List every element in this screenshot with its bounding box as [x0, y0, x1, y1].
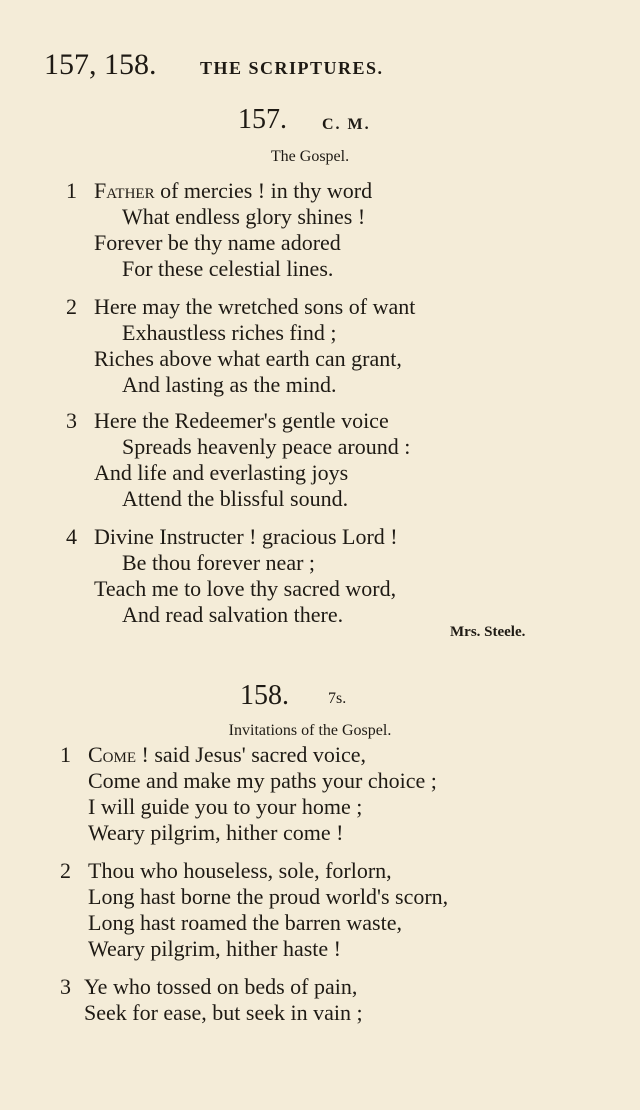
verse-line: Riches above what earth can grant,: [94, 346, 402, 371]
verse-number: 1: [60, 742, 71, 767]
verse-line: Be thou forever near ;: [122, 550, 316, 575]
verse-line: Weary pilgrim, hither haste !: [88, 936, 341, 961]
hymn-meter: C. M.: [322, 116, 371, 133]
verse-line: I will guide you to your home ;: [88, 794, 363, 819]
verse-line: Attend the blissful sound.: [122, 486, 349, 511]
verse-line: And life and everlasting joys: [94, 460, 349, 485]
verse-line: [94, 178, 372, 204]
verse-line: What endless glory shines !: [122, 204, 366, 229]
hymn-number: 158.: [240, 680, 289, 711]
verse-number: 2: [60, 858, 71, 883]
verse-line: Here may the wretched sons of want: [94, 294, 416, 319]
running-title: THE SCRIPTURES.: [200, 58, 384, 78]
verse-line: Spreads heavenly peace around :: [122, 434, 411, 459]
verse-number: 3: [60, 974, 71, 999]
verse-line: Weary pilgrim, hither come !: [88, 820, 344, 845]
verse-line-rest: ! said Jesus' sacred voice,: [136, 742, 367, 767]
verse-line: And read salvation there.: [122, 602, 344, 627]
verse-line: Come and make my paths your choice ;: [88, 768, 437, 793]
hymn-author: Mrs. Steele.: [450, 624, 526, 640]
verse-line: Ye who tossed on beds of pain,: [84, 974, 358, 999]
verse-line: Here the Redeemer's gentle voice: [94, 408, 389, 433]
page-numbers: 157, 158.: [44, 48, 157, 81]
verse-line: Divine Instructer ! gracious Lord !: [94, 524, 398, 549]
verse-initial-word: Come: [88, 742, 137, 767]
hymn-meter: 7s.: [328, 690, 347, 707]
verse-line: And lasting as the mind.: [122, 372, 337, 397]
verse-number: 1: [66, 178, 77, 203]
hymn-number: 157.: [238, 104, 287, 135]
verse-number: 3: [66, 408, 77, 433]
verse-number: 2: [66, 294, 77, 319]
verse-line: Long hast roamed the barren waste,: [88, 910, 402, 935]
verse-line: Teach me to love thy sacred word,: [94, 576, 397, 601]
hymn-subtitle: Invitations of the Gospel.: [228, 722, 392, 739]
verse-line: For these celestial lines.: [122, 256, 334, 281]
verse-line: Seek for ease, but seek in vain ;: [84, 1000, 363, 1025]
verse-line: Exhaustless riches find ;: [122, 320, 337, 345]
verse-line: [88, 742, 366, 768]
hymn-subtitle: The Gospel.: [270, 148, 350, 165]
verse-line-rest: of mercies ! in thy word: [154, 178, 373, 203]
verse-number: 4: [66, 524, 77, 549]
verse-line: Thou who houseless, sole, forlorn,: [88, 858, 392, 883]
verse-line: Forever be thy name adored: [94, 230, 341, 255]
verse-initial-word: Father: [94, 178, 155, 203]
verse-line: Long hast borne the proud world's scorn,: [88, 884, 449, 909]
